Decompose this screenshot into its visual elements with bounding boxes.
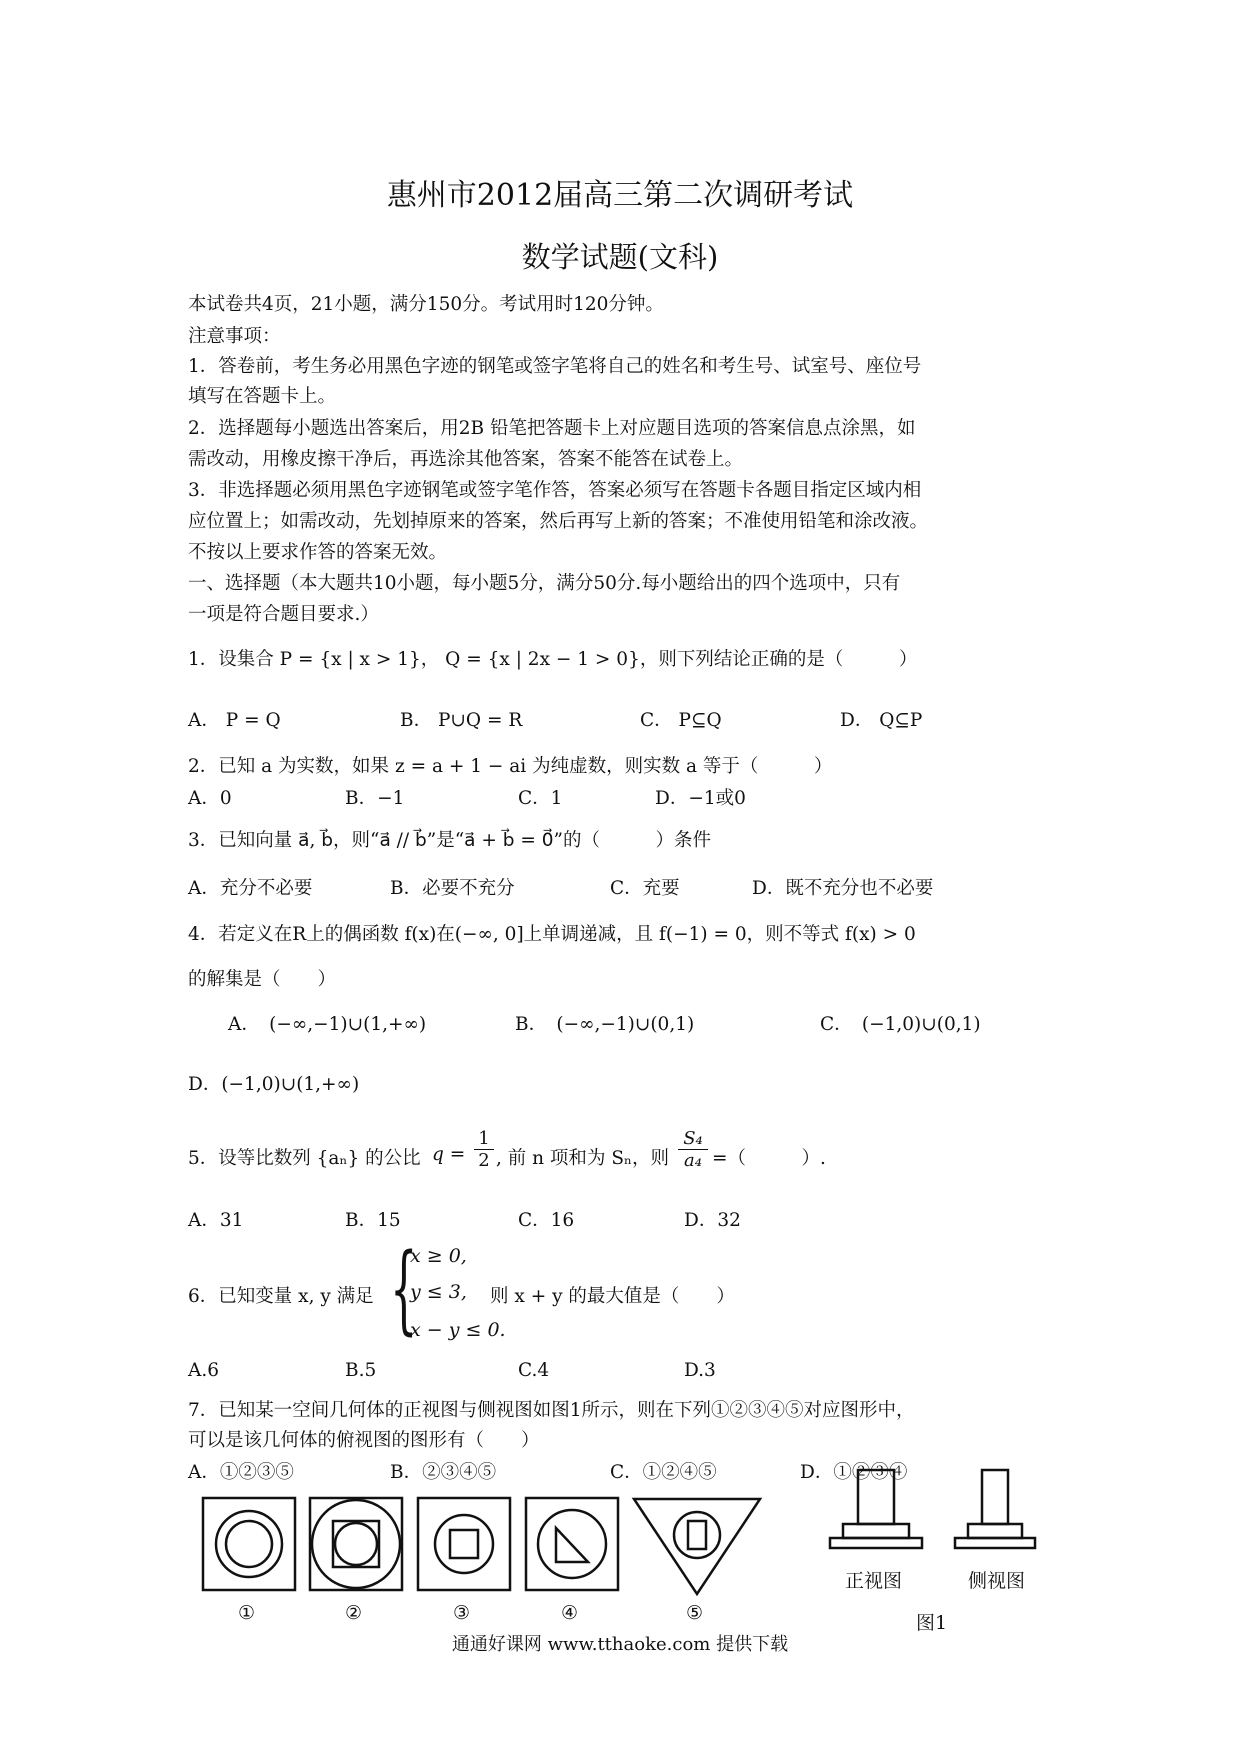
- intro-text: 本试卷共4页，21小题，满分150分。考试用时120分钟。: [188, 294, 664, 315]
- front-view-icon: [830, 1470, 922, 1548]
- question-1-stem: 1．设集合 P = {x | x > 1}， Q = {x | 2x − 1 > 0}，则下列结论正确的是（ ）: [188, 649, 918, 670]
- q1-option-b: B． P∪Q = R: [400, 710, 523, 731]
- q3-option-c: C．充要: [610, 878, 680, 899]
- notice-line: 3．非选择题必须用黑色字迹钢笔或签字笔作答，答案必须写在答题卡各题目指定区域内相: [188, 480, 922, 501]
- question-4-stem-cont: 的解集是（ ）: [188, 969, 337, 990]
- q7-option-d: D．①②③④: [800, 1462, 908, 1483]
- q7-option-c: C．①②④⑤: [610, 1462, 717, 1483]
- q4-option-d: D．(−1,0)∪(1,+∞): [188, 1074, 360, 1095]
- question-3-stem: 3．已知向量 a⃗, b⃗，则“a⃗ // b⃗”是“a⃗ + b⃗ = 0⃗”的（ ）条件: [188, 830, 712, 851]
- q7-option-b: B．②③④⑤: [390, 1462, 497, 1483]
- exam-subtitle: 数学试题(文科): [521, 240, 719, 274]
- top-view-4-icon: [526, 1498, 618, 1590]
- question-6-stem: 6．已知变量 x, y 满足: [188, 1286, 374, 1307]
- front-view-label: 正视图: [845, 1570, 903, 1592]
- exam-title: 惠州市2012届高三第二次调研考试: [386, 178, 854, 213]
- question-4-stem: 4．若定义在R上的偶函数 f(x)在(−∞, 0]上单调递减，且 f(−1) = 0，则不等式 f(x) > 0: [188, 924, 916, 945]
- q5-ratio-numerator: 1: [478, 1128, 490, 1149]
- notice-line: 需改动，用橡皮擦干净后，再选涂其他答案，答案不能答在试卷上。: [188, 449, 744, 470]
- q2-option-c: C．1: [518, 788, 563, 809]
- q1-option-c: C． P⊆Q: [640, 710, 722, 731]
- question-2-stem: 2．已知 a 为实数，如果 z = a + 1 − ai 为纯虚数，则实数 a 等于（ ）: [188, 756, 833, 777]
- q5-option-a: A．31: [188, 1210, 244, 1231]
- q3-option-b: B．必要不充分: [390, 878, 515, 899]
- footer-credit: 通通好课网 www.tthaoke.com 提供下载: [451, 1634, 789, 1655]
- figure-label-3: ③: [453, 1602, 471, 1624]
- figure-caption: 图1: [916, 1612, 948, 1634]
- side-view-label: 侧视图: [968, 1570, 1026, 1592]
- q2-option-d: D．−1或0: [655, 788, 746, 809]
- q6-option-c: C.4: [518, 1360, 550, 1381]
- question-7-stem-cont: 可以是该几何体的俯视图的图形有（ ）: [188, 1430, 540, 1451]
- q1-option-a: A． P = Q: [188, 710, 281, 731]
- side-view-icon: [955, 1470, 1035, 1548]
- figure-label-1: ①: [238, 1602, 256, 1624]
- question-5-stem-end: =（ ）.: [712, 1148, 826, 1169]
- q5-option-b: B．15: [345, 1210, 401, 1231]
- top-view-3-icon: [418, 1498, 510, 1590]
- q4-option-c: C． (−1,0)∪(0,1): [820, 1014, 981, 1035]
- q6-constraint: y ≤ 3,: [410, 1281, 467, 1303]
- q7-option-a: A．①②③⑤: [188, 1462, 294, 1483]
- question-5-stem: 5．设等比数列 {aₙ} 的公比: [188, 1148, 421, 1169]
- figure-label-2: ②: [345, 1602, 363, 1624]
- top-view-2-icon: [310, 1498, 402, 1590]
- brace-icon: {: [390, 1233, 418, 1345]
- q6-constraint: x − y ≤ 0.: [410, 1319, 506, 1341]
- section-heading: 一、选择题（本大题共10小题，每小题5分，满分50分.每小题给出的四个选项中，只有: [188, 573, 901, 594]
- question-5-stem-mid: , 前 n 项和为 Sₙ，则: [496, 1148, 669, 1169]
- q5-option-c: C．16: [518, 1210, 575, 1231]
- q2-option-b: B．−1: [345, 788, 405, 809]
- figure-label-4: ④: [561, 1602, 579, 1624]
- notice-title: 注意事项：: [188, 326, 281, 347]
- question-6-stem-end: 则 x + y 的最大值是（ ）: [490, 1286, 735, 1307]
- q6-option-d: D.3: [684, 1360, 716, 1381]
- notice-line: 应位置上；如需改动，先划掉原来的答案，然后再写上新的答案；不准使用铅笔和涂改液。: [188, 511, 929, 532]
- q5-ratio-label: q =: [432, 1144, 466, 1165]
- q3-option-d: D．既不充分也不必要: [752, 878, 934, 899]
- q6-option-b: B.5: [345, 1360, 377, 1381]
- q5-option-d: D．32: [684, 1210, 741, 1231]
- q4-option-a: A． (−∞,−1)∪(1,+∞): [228, 1014, 427, 1035]
- question-7-stem: 7．已知某一空间几何体的正视图与侧视图如图1所示，则在下列①②③④⑤对应图形中，: [188, 1400, 915, 1421]
- top-view-1-icon: [203, 1498, 295, 1590]
- notice-line: 不按以上要求作答的答案无效。: [188, 542, 448, 563]
- top-view-5-icon: [634, 1499, 760, 1594]
- section-heading: 一项是符合题目要求.）: [188, 604, 379, 625]
- q2-option-a: A．0: [188, 788, 232, 809]
- q6-constraint: x ≥ 0,: [410, 1245, 467, 1267]
- q5-sum-denominator: a₄: [678, 1149, 708, 1171]
- notice-line: 1．答卷前，考生务必用黑色字迹的钢笔或签字笔将自己的姓名和考生号、试室号、座位号: [188, 356, 922, 377]
- q4-option-b: B． (−∞,−1)∪(0,1): [515, 1014, 695, 1035]
- notice-line: 2．选择题每小题选出答案后，用2B 铅笔把答题卡上对应题目选项的答案信息点涂黑，如: [188, 418, 916, 439]
- q6-option-a: A.6: [188, 1360, 220, 1381]
- q1-option-d: D． Q⊆P: [840, 710, 923, 731]
- q5-ratio-denominator: 2: [474, 1149, 494, 1171]
- notice-line: 填写在答题卡上。: [188, 386, 337, 407]
- figure-label-5: ⑤: [686, 1602, 704, 1624]
- q5-sum-numerator: S₄: [683, 1128, 703, 1149]
- q3-option-a: A．充分不必要: [188, 878, 313, 899]
